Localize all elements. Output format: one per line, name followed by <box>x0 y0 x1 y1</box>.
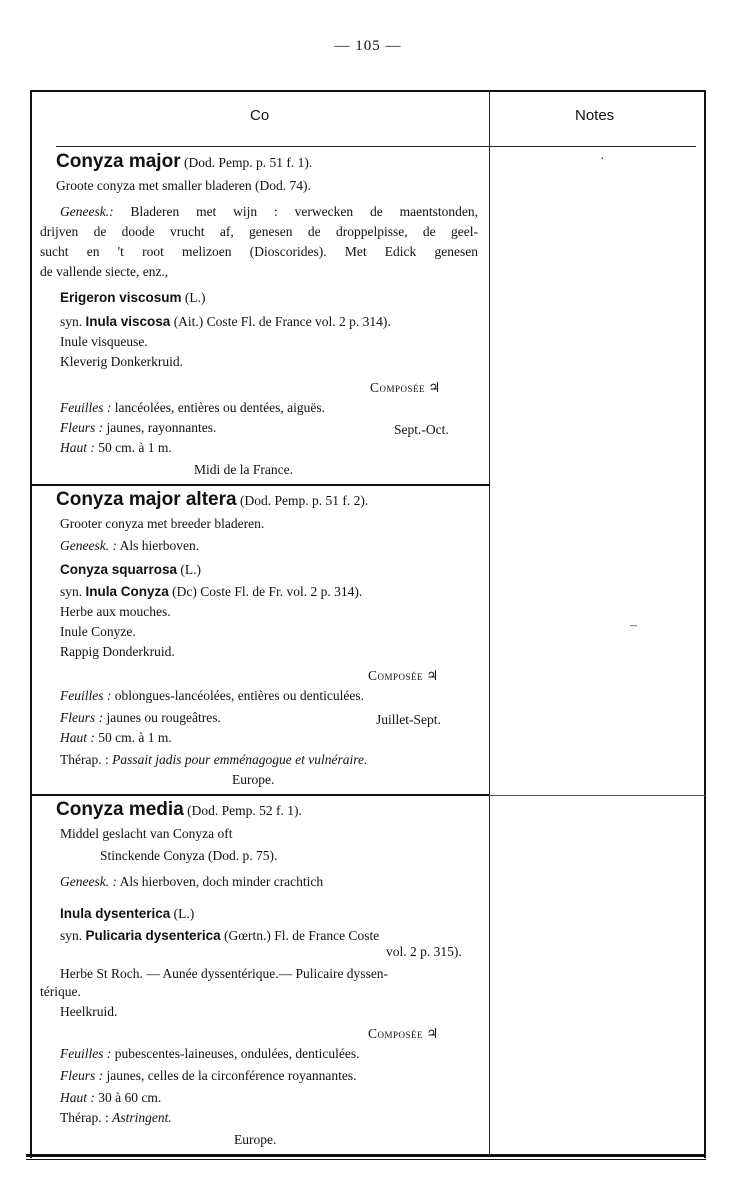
family-name: Composée <box>368 668 424 683</box>
flowering-period: Juillet-Sept. <box>376 712 441 727</box>
entry-title-ref: (Dod. Pemp. p. 51 f. 2). <box>239 493 369 508</box>
haut-value: 50 cm. à 1 m. <box>98 730 172 745</box>
common-name: Rappig Donderkruid. <box>60 644 175 659</box>
entry-title-ref: (Dod. Pemp. 52 f. 1). <box>187 803 302 818</box>
feuilles-label: Feuilles : <box>60 400 112 415</box>
haut-label: Haut : <box>60 440 95 455</box>
geneesk-line: de vallende siecte, enz., <box>40 264 169 279</box>
notes-separator <box>489 795 705 796</box>
common-name: Inule Conyze. <box>60 624 136 639</box>
therap-value: Passait jadis pour emménagogue et vulnéraire. <box>112 752 368 767</box>
syn-ref-continued: vol. 2 p. 315). <box>386 944 462 959</box>
entry-title: Conyza major altera <box>56 489 237 510</box>
therap-label: Thérap. : <box>60 752 109 767</box>
dutch-name: Grooter conyza met breeder bladeren. <box>60 516 265 531</box>
syn-name: Inula Conyza <box>85 584 169 599</box>
therap-label: Thérap. : <box>60 1110 109 1125</box>
family-name: Composée <box>370 380 426 395</box>
syn-prefix: syn. <box>60 314 83 329</box>
feuilles-value: oblongues-lancéolées, entières ou denticulées. <box>114 688 365 703</box>
entry-title: Conyza media <box>56 799 184 820</box>
species-author: (L.) <box>184 290 206 305</box>
haut-value: 50 cm. à 1 m. <box>98 440 172 455</box>
common-name: Inule visqueuse. <box>60 334 148 349</box>
dutch-name: Middel geslacht van Conyza oft <box>60 826 233 841</box>
feuilles-value: lancéolées, entières ou dentées, aiguës. <box>114 400 326 415</box>
species-name: Erigeron viscosum <box>60 290 182 305</box>
syn-name: Inula viscosa <box>85 314 171 329</box>
syn-ref: (Gœrtn.) Fl. de France Coste <box>223 928 380 943</box>
distribution: Europe. <box>232 772 275 787</box>
species-author: (L.) <box>180 562 202 577</box>
haut-label: Haut : <box>60 1090 95 1105</box>
column-header-co: Co <box>250 107 270 124</box>
perennial-symbol: ♃ <box>426 1026 439 1041</box>
haut-value: 30 à 60 cm. <box>98 1090 162 1105</box>
distribution: Midi de la France. <box>194 462 293 477</box>
species-name: Inula dysenterica <box>60 906 171 921</box>
therap-value: Astringent. <box>112 1110 172 1125</box>
table-right-border <box>704 90 706 1158</box>
entry-title-ref: (Dod. Pemp. p. 51 f. 1). <box>183 155 313 170</box>
geneesk-text: Als hierboven. <box>119 538 200 553</box>
feuilles-value: pubescentes-laineuses, ondulées, denticulées. <box>114 1046 360 1061</box>
perennial-symbol: ♃ <box>426 668 439 683</box>
notes-dash-mark: – <box>630 618 637 633</box>
header-rule <box>56 146 696 147</box>
family-name: Composée <box>368 1026 424 1041</box>
fleurs-value: jaunes ou rougeâtres. <box>106 710 221 725</box>
distribution: Europe. <box>234 1132 277 1147</box>
fleurs-label: Fleurs : <box>60 710 104 725</box>
common-names: Herbe St Roch. — Aunée dyssentérique.— Pulicaire dyssen- <box>60 966 389 981</box>
common-names: Heelkruid. <box>60 1004 118 1019</box>
entry-separator <box>32 484 490 486</box>
geneesk-line: Bladeren met wijn : verwecken de maentstonden, <box>130 204 478 219</box>
common-name: Kleverig Donkerkruid. <box>60 354 183 369</box>
feuilles-label: Feuilles : <box>60 1046 112 1061</box>
column-divider <box>489 90 490 1156</box>
fleurs-value: jaunes, rayonnantes. <box>106 420 217 435</box>
table-left-border <box>30 90 32 1158</box>
species-name: Conyza squarrosa <box>60 562 178 577</box>
flowering-period: Sept.-Oct. <box>394 422 449 437</box>
species-author: (L.) <box>173 906 195 921</box>
geneesk-label: Geneesk. : <box>60 538 117 553</box>
page-number: — 105 — <box>334 38 402 54</box>
geneesk-text: Als hierboven, doch minder crachtich <box>119 874 324 889</box>
entry-title: Conyza major <box>56 151 181 172</box>
common-name: Herbe aux mouches. <box>60 604 171 619</box>
geneesk-label: Geneesk.: <box>60 204 114 219</box>
syn-prefix: syn. <box>60 928 83 943</box>
feuilles-label: Feuilles : <box>60 688 112 703</box>
haut-label: Haut : <box>60 730 95 745</box>
geneesk-label: Geneesk. : <box>60 874 117 889</box>
fleurs-label: Fleurs : <box>60 1068 104 1083</box>
common-names: térique. <box>40 984 81 999</box>
syn-ref: (Ait.) Coste Fl. de France vol. 2 p. 314). <box>173 314 391 329</box>
notes-dot-mark: · <box>600 152 605 167</box>
perennial-symbol: ♃ <box>428 380 441 395</box>
table-bottom-border <box>26 1154 706 1157</box>
fleurs-value: jaunes, celles de la circonférence royannantes. <box>106 1068 357 1083</box>
geneesk-line: drijven de doode vrucht af, genesen de droppelpisse, de geel- <box>40 224 478 239</box>
column-header-notes: Notes <box>575 107 615 124</box>
geneesk-line: sucht en 't root melizoen (Dioscorides). Met Edick genesen <box>40 244 478 259</box>
dutch-name: Groote conyza met smaller bladeren (Dod. 74). <box>56 178 311 193</box>
fleurs-label: Fleurs : <box>60 420 104 435</box>
syn-prefix: syn. <box>60 584 83 599</box>
entry-separator <box>32 794 490 796</box>
syn-name: Pulicaria dysenterica <box>85 928 221 943</box>
table-top-border <box>30 90 706 92</box>
dutch-name: Stinckende Conyza (Dod. p. 75). <box>100 848 278 863</box>
table-bottom-rule <box>26 1159 706 1160</box>
syn-ref: (Dc) Coste Fl. de Fr. vol. 2 p. 314). <box>172 584 363 599</box>
